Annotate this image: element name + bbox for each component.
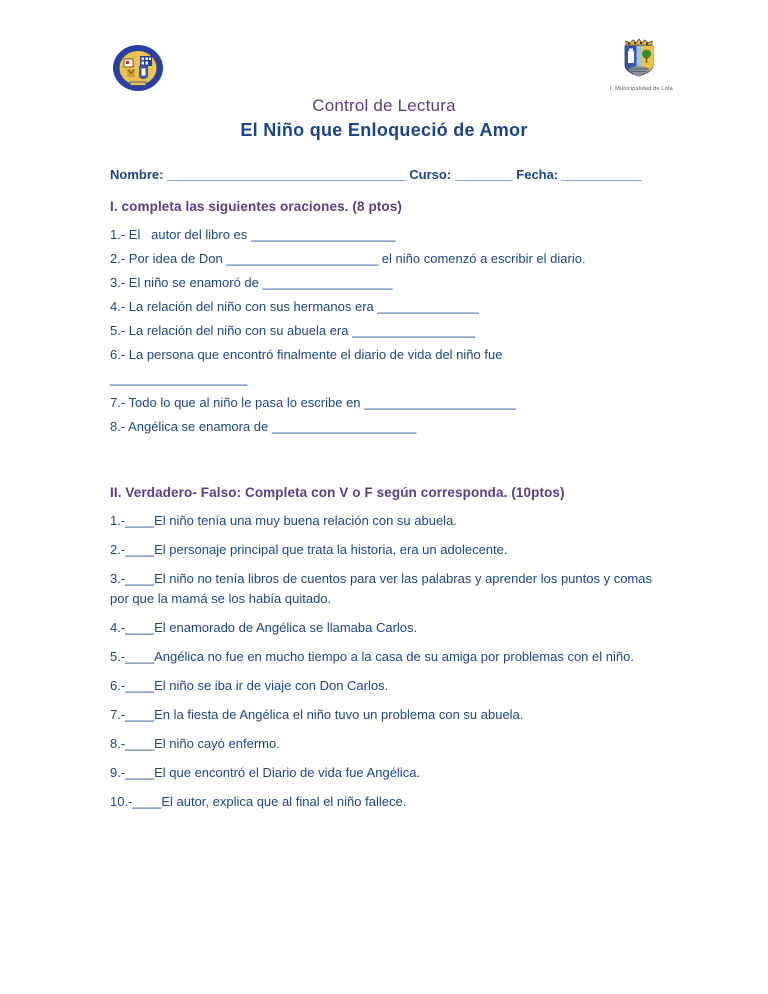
municipal-coat-of-arms xyxy=(610,38,673,92)
section1-heading: I. completa las siguientes oraciones. (8 ptos) xyxy=(110,199,402,214)
fill-in-item-3: 3.- El niño se enamoró de __________________ xyxy=(110,275,393,290)
book-title: El Niño que Enloqueció de Amor xyxy=(240,120,528,140)
section2-items xyxy=(110,511,656,812)
fill-in-item-8: 8.- Angélica se enamora de ____________________ xyxy=(110,419,417,434)
fill-in-item-1: 1.- El autor del libro es ____________________ xyxy=(110,227,396,242)
true-false-item-2: 2.-____El personaje principal que trata la historia, era un adolecente. xyxy=(110,542,508,557)
municipality-caption: I. Municipalidad de Lota xyxy=(610,86,673,92)
coat-of-arms-icon xyxy=(616,38,662,80)
true-false-item-7: 7.-____En la fiesta de Angélica el niño tuvo un problema con su abuela. xyxy=(110,707,524,722)
student-info-row xyxy=(110,167,656,182)
true-false-item-4: 4.-____El enamorado de Angélica se llamaba Carlos. xyxy=(110,620,418,635)
fill-in-item-6-blank-line: ___________________ xyxy=(110,371,248,386)
true-false-item-1: 1.-____El niño tenía una muy buena relación con su abuela. xyxy=(110,513,457,528)
fecha-blank-line: ___________ xyxy=(561,167,642,182)
true-false-item-9: 9.-____El que encontró el Diario de vida fue Angélica. xyxy=(110,765,421,780)
content-column xyxy=(110,167,656,812)
school-crest-icon xyxy=(110,44,166,94)
fill-in-item-5: 5.- La relación del niño con su abuela era _________________ xyxy=(110,323,476,338)
true-false-item-8: 8.-____El niño cayó enfermo. xyxy=(110,736,280,751)
nombre-blank-line: _________________________________ xyxy=(167,167,406,182)
curso-blank-line: ________ xyxy=(454,167,513,182)
fill-in-item-4: 4.- La relación del niño con sus hermanos era ______________ xyxy=(110,299,479,314)
true-false-item-10: 10.-____El autor, explica que al final el niño fallece. xyxy=(110,794,407,809)
section1-items xyxy=(110,223,656,439)
fill-in-item-7: 7.- Todo lo que al niño le pasa lo escribe en _____________________ xyxy=(110,395,516,410)
document-title: Control de Lectura xyxy=(312,96,456,115)
fill-in-item-6: 6.- La persona que encontró finalmente el diario de vida del niño fue xyxy=(110,347,503,362)
true-false-item-6: 6.-____El niño se iba ir de viaje con Don Carlos. xyxy=(110,678,389,693)
curso-label: Curso: xyxy=(409,167,452,182)
nombre-label: Nombre: xyxy=(110,167,164,182)
section2-heading: II. Verdadero- Falso: Completa con V o F según corresponda. (10ptos) xyxy=(110,485,565,500)
true-false-item-5: 5.-____Angélica no fue en mucho tiempo a la casa de su amiga por problemas con el niño. xyxy=(110,649,634,664)
true-false-item-3: 3.-____El niño no tenía libros de cuentos para ver las palabras y aprender los puntos y comas por que la mamá se los había quitado. xyxy=(110,571,656,606)
fill-in-item-2: 2.- Por idea de Don _____________________ el niño comenzó a escribir el diario. xyxy=(110,251,586,266)
fecha-label: Fecha: xyxy=(516,167,559,182)
